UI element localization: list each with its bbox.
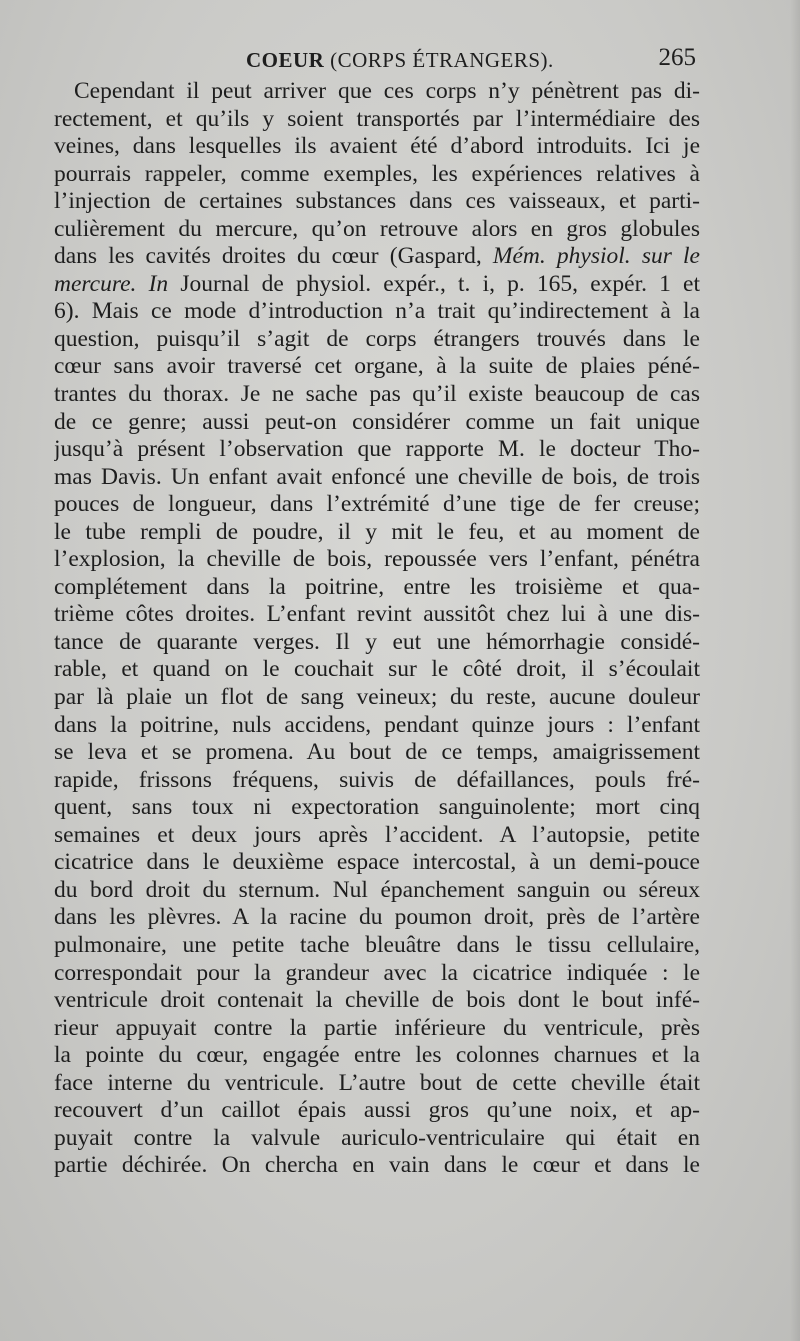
- running-head-main: COEUR: [246, 48, 325, 72]
- text-line: l’injection de certaines substances dans ces vaisseaux, et parti-: [54, 188, 700, 215]
- text-line: ventricule droit contenait la cheville de bois dont le bout infé-: [54, 987, 700, 1014]
- text-line: face interne du ventricule. L’autre bout de cette cheville était: [54, 1069, 700, 1096]
- text-line: se leva et se promena. Au bout de ce temps, amaigrissement: [54, 739, 700, 766]
- text-line: pulmonaire, une petite tache bleuâtre dans le tissu cellulaire,: [54, 931, 700, 958]
- text-line: 6). Mais ce mode d’introduction n’a trait qu’indirectement à la: [54, 298, 700, 325]
- text-line: veines, dans lesquelles ils avaient été d’abord introduits. Ici je: [54, 133, 700, 160]
- text-line: dans la poitrine, nuls accidens, pendant quinze jours : l’enfant: [54, 711, 700, 738]
- text-line: mercure. In Journal de physiol. expér., t. i, p. 165, expér. 1 et: [54, 270, 700, 297]
- text-line: puyait contre la valvule auriculo-ventriculaire qui était en: [54, 1124, 700, 1151]
- running-head: [246, 48, 554, 73]
- text-line: le tube rempli de poudre, il y mit le feu, et au moment de: [54, 518, 700, 545]
- text-line: rable, et quand on le couchait sur le côté droit, il s’écoulait: [54, 656, 700, 683]
- text-line: cœur sans avoir traversé cet organe, à la suite de plaies péné-: [54, 353, 700, 380]
- page-edge-shadow: [790, 0, 800, 1341]
- text-line: mas Davis. Un enfant avait enfoncé une cheville de bois, de trois: [54, 463, 700, 490]
- text-line: rapide, frissons fréquens, suivis de défaillances, pouls fré-: [54, 766, 700, 793]
- text-line: partie déchirée. On chercha en vain dans le cœur et dans le: [54, 1152, 700, 1179]
- journal-title-italic: mercure.: [54, 270, 137, 297]
- text-line: de ce genre; aussi peut-on considérer comme un fait unique: [54, 408, 700, 435]
- text-line: pouces de longueur, dans l’extrémité d’une tige de fer creuse;: [54, 491, 700, 518]
- text-line: l’explosion, la cheville de bois, repoussée vers l’enfant, pénétra: [54, 546, 700, 573]
- text-line: correspondait pour la grandeur avec la cicatrice indiquée : le: [54, 959, 700, 986]
- page-header: [56, 42, 704, 78]
- text-line: trième côtes droites. L’enfant revint aussitôt chez lui à une dis-: [54, 601, 700, 628]
- text-line: culièrement du mercure, qu’on retrouve alors en gros globules: [54, 215, 700, 242]
- body-paragraph: [54, 78, 700, 1180]
- running-head-sub: (CORPS ÉTRANGERS).: [330, 48, 554, 72]
- text-line: complétement dans la poitrine, entre les troisième et qua-: [54, 573, 700, 600]
- text-line: dans les plèvres. A la racine du poumon droit, près de l’artère: [54, 904, 700, 931]
- text-line: jusqu’à présent l’observation que rapporte M. le docteur Tho-: [54, 436, 700, 463]
- text-line: rieur appuyait contre la partie inférieure du ventricule, près: [54, 1014, 700, 1041]
- text-line: pourrais rappeler, comme exemples, les expériences relatives à: [54, 160, 700, 187]
- text-line: cicatrice dans le deuxième espace intercostal, à un demi-pouce: [54, 849, 700, 876]
- journal-title-italic: Mém. physiol. sur le: [492, 243, 700, 270]
- text-line: trantes du thorax. Je ne sache pas qu’il existe beaucoup de cas: [54, 381, 700, 408]
- page-number: 265: [658, 44, 696, 71]
- text-line: tance de quarante verges. Il y eut une hémorrhagie considé-: [54, 628, 700, 655]
- text-line: question, puisqu’il s’agit de corps étrangers trouvés dans le: [54, 325, 700, 352]
- text-line: quent, sans toux ni expectoration sanguinolente; mort cinq: [54, 794, 700, 821]
- text-line: par là plaie un flot de sang veineux; du reste, aucune douleur: [54, 684, 700, 711]
- text-line: la pointe du cœur, engagée entre les colonnes charnues et la: [54, 1042, 700, 1069]
- text-line: du bord droit du sternum. Nul épanchement sanguin ou séreux: [54, 876, 700, 903]
- text-line: rectement, et qu’ils y soient transportés par l’intermédiaire des: [54, 105, 700, 132]
- text-line: Cependant il peut arriver que ces corps n’y pénètrent pas di-: [74, 78, 700, 104]
- in-italic: In: [148, 270, 169, 297]
- text-line: recouvert d’un caillot épais aussi gros qu’une noix, et ap-: [54, 1097, 700, 1124]
- text-line: semaines et deux jours après l’accident. A l’autopsie, petite: [54, 821, 700, 848]
- text-line: dans les cavités droites du cœur (Gaspard, Mém. physiol. sur le: [54, 243, 700, 270]
